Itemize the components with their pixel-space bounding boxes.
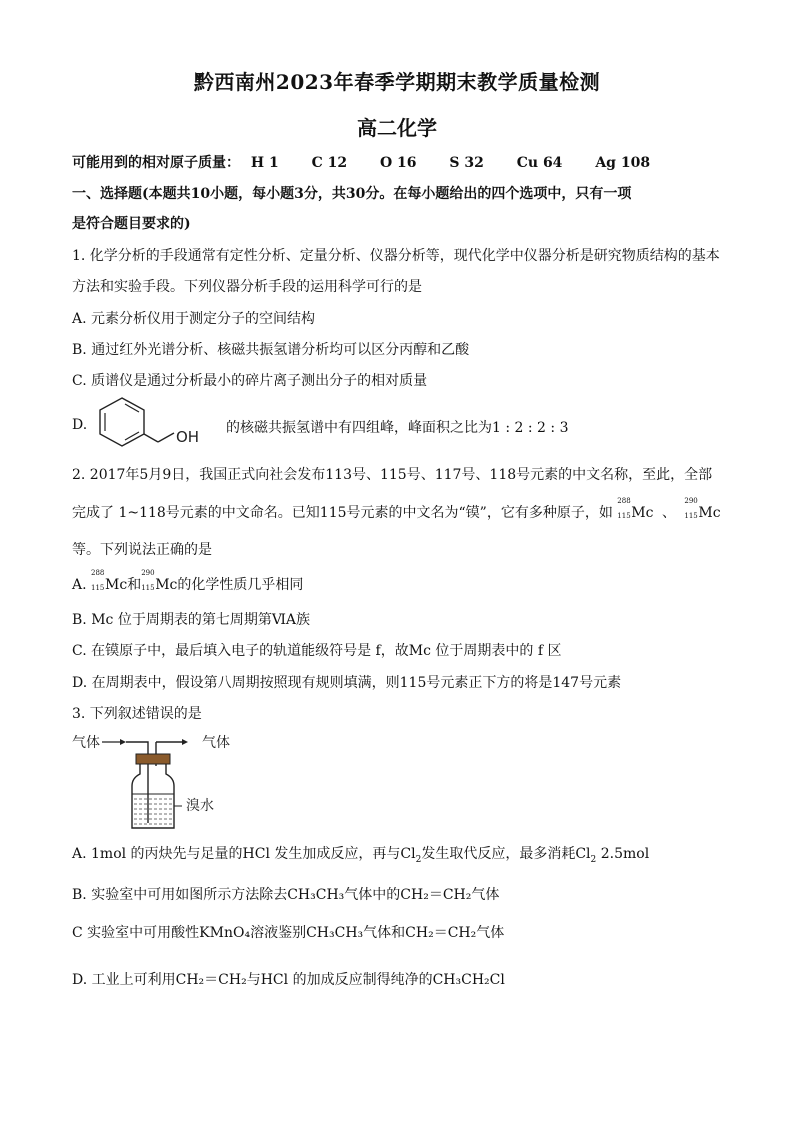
exam-subject: 高二化学 xyxy=(357,116,437,140)
option-text: 与HCl 的加成反应制得纯净的 xyxy=(246,972,433,988)
atomic-mass-item: S 32 xyxy=(449,155,484,171)
atomic-mass-item: Cu 64 xyxy=(516,155,563,171)
q1-stem: 1. 化学分析的手段通常有定性分析、定量分析、仪器分析等，现代化学中仪器分析是研究物质结构的基本 xyxy=(72,248,720,264)
section1-heading: 一、选择题(本题共10小题，每小题3分，共30分。在每小题给出的四个选项中，只有一项 xyxy=(72,186,632,202)
atomic-mass-item: O 16 xyxy=(379,155,417,171)
option-text: 气体 xyxy=(471,887,500,903)
atomic-mass-item: Ag 108 xyxy=(595,155,651,171)
mass-number: 288 xyxy=(617,497,631,505)
q3-option-a xyxy=(72,843,649,865)
formula-chloroethane: CH₃CH₂Cl xyxy=(432,972,505,988)
atomic-masses xyxy=(72,152,678,172)
q1-option-c: C. 质谱仪是通过分析最小的碎片离子测出分子的相对质量 xyxy=(72,373,428,389)
exam-title: 黔西南州2023年春季学期期末教学质量检测 xyxy=(193,70,601,94)
option-text: B. 实验室中可用如图所示方法除去 xyxy=(72,887,288,903)
atomic-mass-item: C 12 xyxy=(311,155,348,171)
gas-washing-bottle-diagram xyxy=(70,728,250,833)
mass-number: 290 xyxy=(684,497,698,505)
q3-stem: 3. 下列叙述错误的是 xyxy=(72,706,202,722)
option-text: 气体中的 xyxy=(344,887,401,903)
q2-option-b: B. Mc 位于周期表的第七周期第ⅥA族 xyxy=(72,612,311,628)
element-symbol: Mc xyxy=(631,505,654,521)
atomic-number: 115 xyxy=(91,584,105,592)
element-symbol: Mc xyxy=(155,577,178,593)
element-symbol: Mc xyxy=(105,577,128,593)
option-label: A. xyxy=(72,577,87,593)
formula-cl2: $Cl_2$ xyxy=(575,846,597,865)
option-text: 气体 xyxy=(476,925,505,941)
q1-option-b: B. 通过红外光谱分析、核磁共振氢谱分析均可以区分丙醇和乙酸 xyxy=(72,342,470,358)
oh-label: OH xyxy=(176,428,200,446)
atomic-masses-label: 可能用到的相对原子质量： xyxy=(72,155,240,171)
option-text: 的化学性质几乎相同 xyxy=(177,577,304,593)
q3-option-c xyxy=(72,922,504,942)
formula-cl2: $Cl_2$ xyxy=(400,846,422,865)
gas-in-label: 气体 xyxy=(72,735,100,751)
option-text: C 实验室中可用酸性 xyxy=(72,925,200,941)
formula-ethene: CH₂＝CH₂ xyxy=(400,887,472,903)
option-text: 发生取代反应，最多消耗 xyxy=(421,846,576,862)
q1-option-d-label: D. xyxy=(72,417,88,433)
atomic-mass-item: H 1 xyxy=(250,155,279,171)
bromine-water-label: 溴水 xyxy=(186,798,214,814)
isotope-mc-290 xyxy=(141,569,178,593)
q2-stem-text: 完成了 1~118号元素的中文命名。已知115号元素的中文名为“镆”，它有多种原子，如 xyxy=(72,505,613,521)
option-text: D. 工业上可利用 xyxy=(72,972,176,988)
atomic-number: 115 xyxy=(141,584,155,592)
q2-stem-cont xyxy=(72,497,721,522)
q3-option-b xyxy=(72,884,499,904)
atomic-number: 115 xyxy=(617,512,631,520)
q1-option-d: 的核磁共振氢谱中有四组峰，峰面积之比为1 : 2 : 2 : 3 xyxy=(226,420,569,436)
option-text: 气体和 xyxy=(363,925,406,941)
benzyl-alcohol-structure xyxy=(92,394,222,452)
isotope-mc-290 xyxy=(684,497,721,521)
mass-number: 290 xyxy=(141,569,155,577)
option-text: 溶液鉴别 xyxy=(250,925,307,941)
q3-option-d xyxy=(72,969,505,989)
section1-heading-cont: 是符合题目要求的) xyxy=(72,216,191,232)
option-text: A. 1mol 的丙炔先与足量的HCl 发生加成反应，再与 xyxy=(72,846,401,862)
mass-number: 288 xyxy=(91,569,105,577)
q2-option-d: D. 在周期表中，假设第八周期按照现有规则填满，则115号元素正下方的将是147号元素 xyxy=(72,675,622,691)
gas-out-label: 气体 xyxy=(202,735,230,751)
atomic-number: 115 xyxy=(684,512,698,520)
formula-ethane: CH₃CH₃ xyxy=(306,925,364,941)
option-text: 和 xyxy=(127,577,142,593)
q2-stem: 2. 2017年5月9日，我国正式向社会发布113号、115号、117号、118号元素的中文名称，至此，全部 xyxy=(72,467,713,483)
formula-ethene: CH₂＝CH₂ xyxy=(405,925,477,941)
formula-kmno4: KMnO₄ xyxy=(199,925,251,941)
isotope-mc-288 xyxy=(617,497,654,521)
q1-stem-cont: 方法和实验手段。下列仪器分析手段的运用科学可行的是 xyxy=(72,279,422,295)
q1-option-a: A. 元素分析仪用于测定分子的空间结构 xyxy=(72,311,316,327)
option-text: 2.5mol xyxy=(596,846,650,862)
formula-ethene: CH₂＝CH₂ xyxy=(175,972,247,988)
separator: 、 xyxy=(661,505,676,521)
q2-option-c: C. 在镆原子中，最后填入电子的轨道能级符号是 f，故Mc 位于周期表中的 f 区 xyxy=(72,643,562,659)
isotope-mc-288 xyxy=(91,569,128,593)
element-symbol: Mc xyxy=(698,505,721,521)
q2-stem-end: 等。下列说法正确的是 xyxy=(72,542,212,558)
formula-ethane: CH₃CH₃ xyxy=(287,887,345,903)
q2-option-a xyxy=(72,569,304,594)
